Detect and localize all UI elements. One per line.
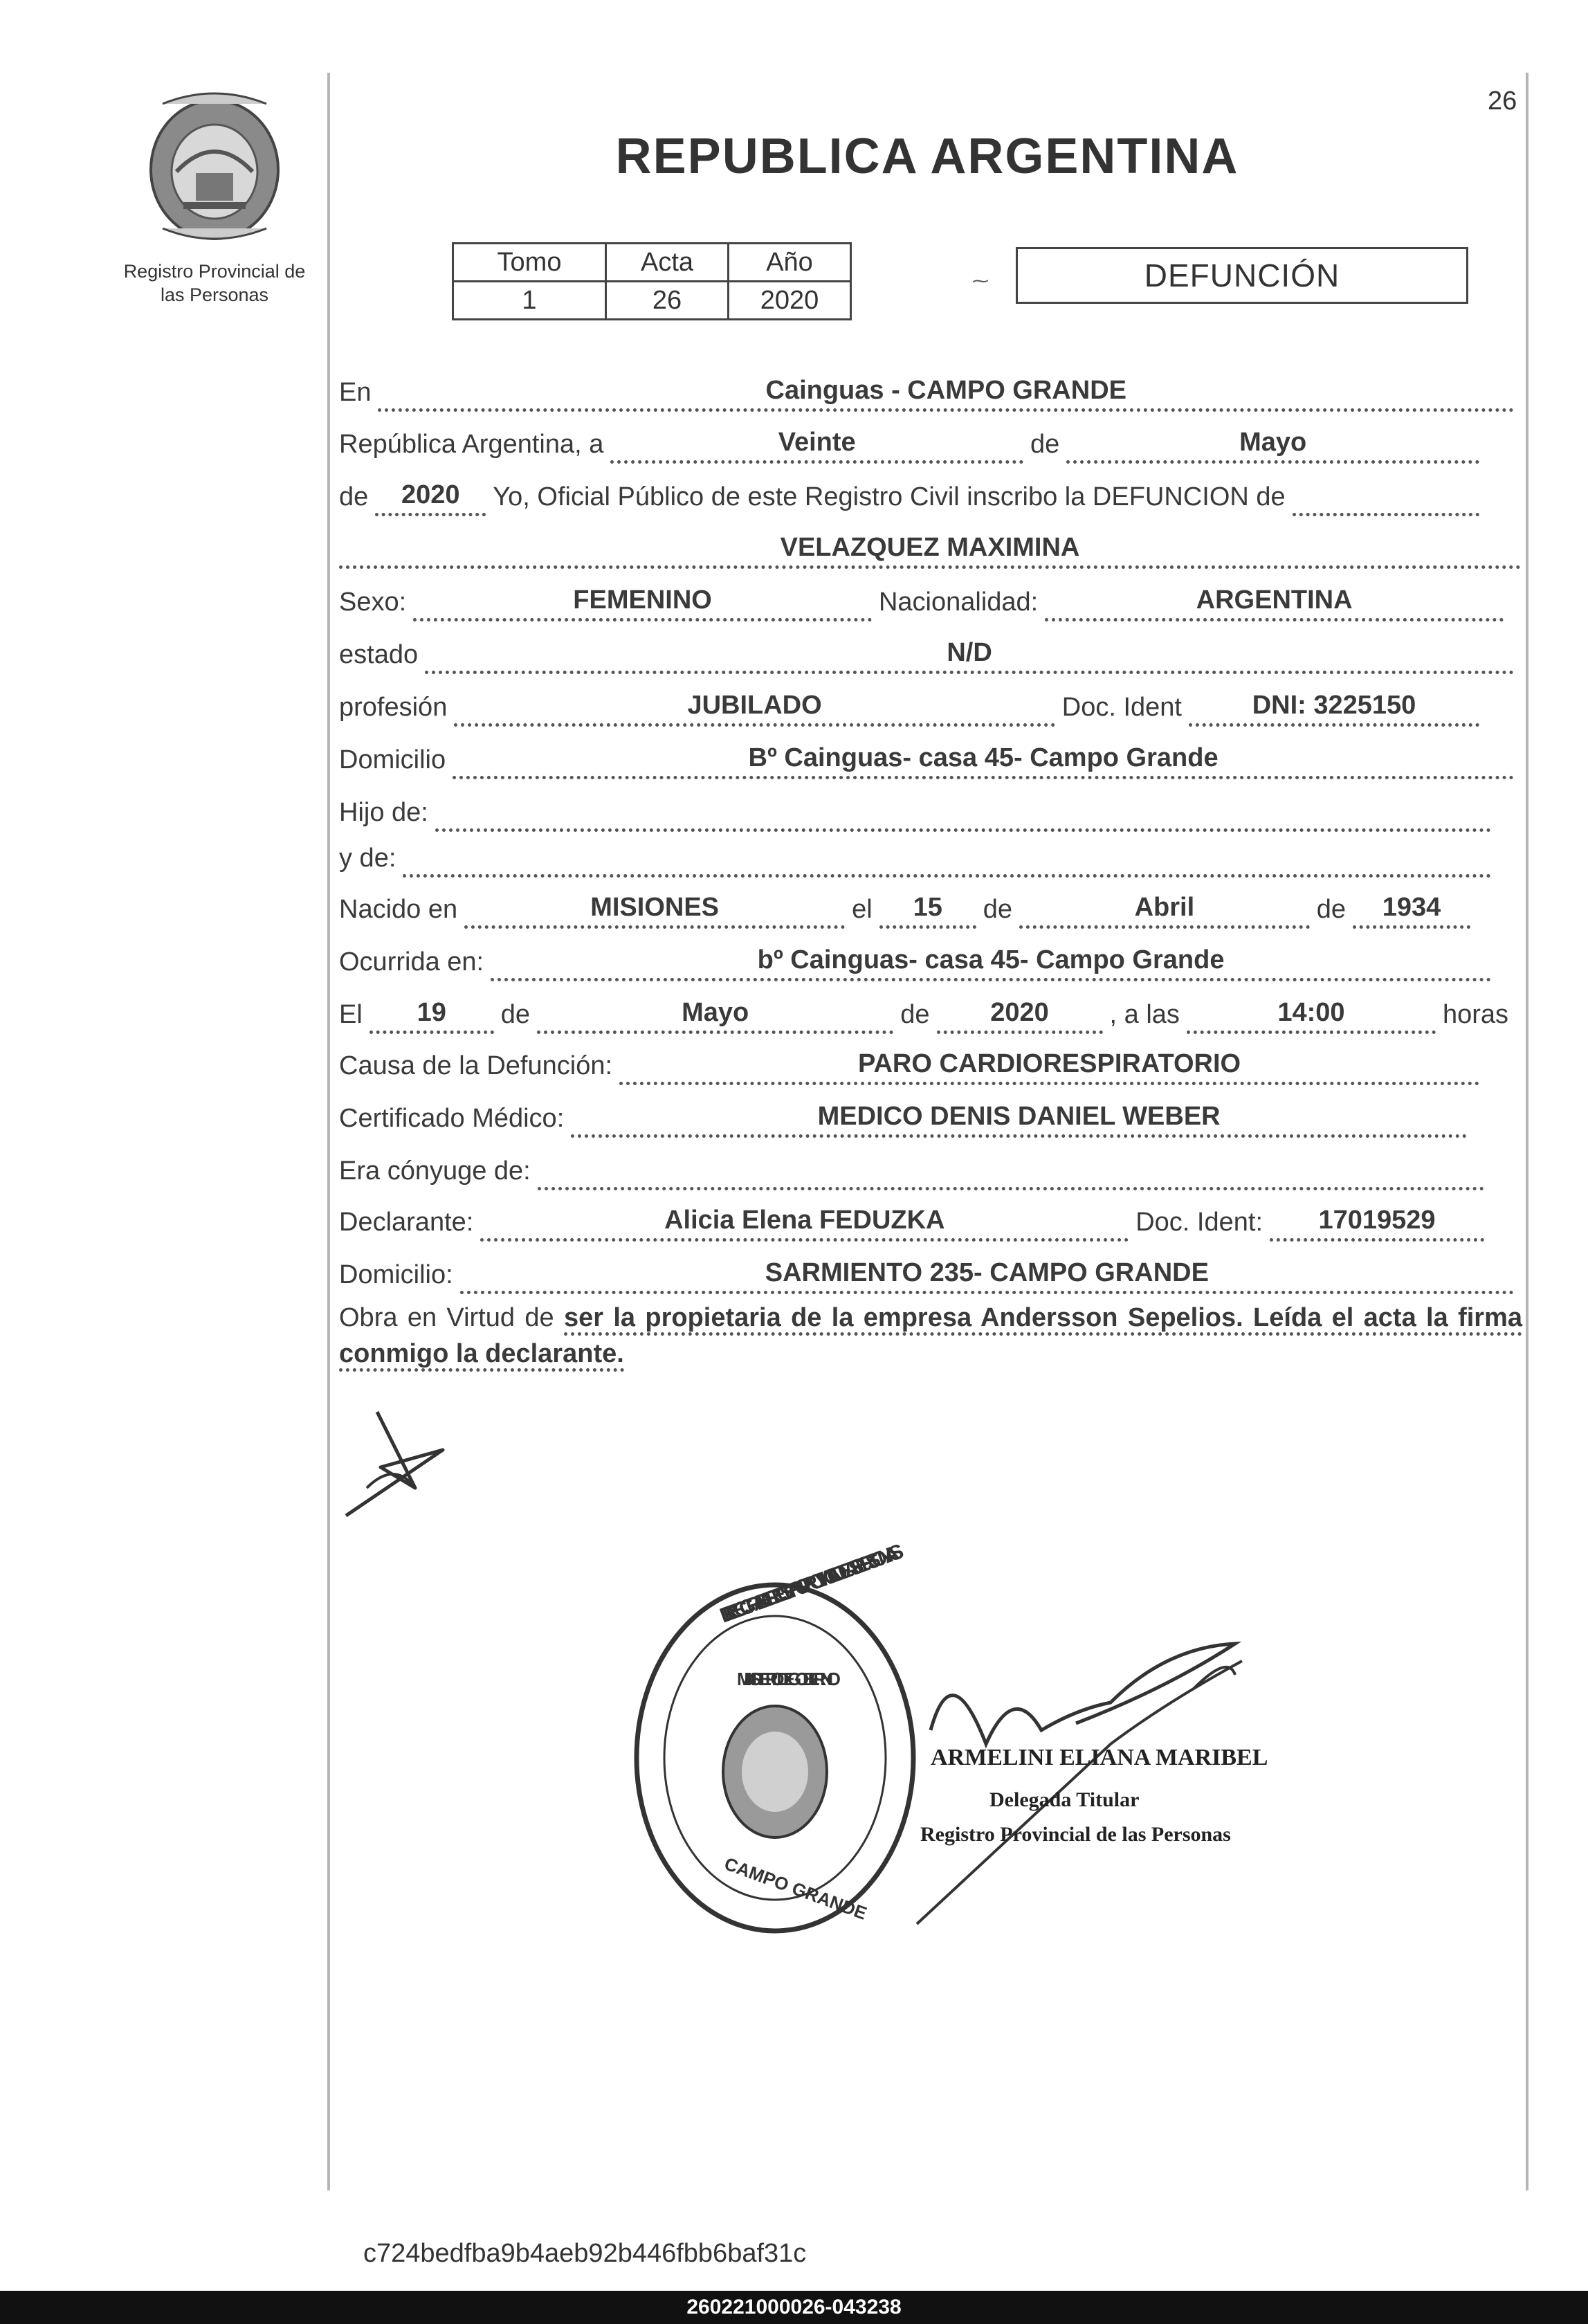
el-label-2: El	[339, 1000, 363, 1029]
profesion-label: profesión	[339, 693, 448, 722]
tomo-value: 1	[453, 282, 606, 320]
domicilio2-label: Domicilio:	[339, 1260, 453, 1289]
row-sexo	[339, 580, 1511, 621]
de-label: de	[1030, 430, 1060, 459]
de-label-2: de	[339, 482, 369, 511]
death-time: 14:00	[1187, 998, 1436, 1034]
en-value: Cainguas - CAMPO GRANDE	[378, 376, 1514, 412]
row-conyuge	[339, 1149, 1491, 1190]
acta-value: 26	[606, 282, 729, 320]
nacionalidad-label: Nacionalidad:	[878, 588, 1039, 617]
de-label-5: de	[500, 1000, 531, 1029]
domicilio-value: Bº Cainguas- casa 45- Campo Grande	[453, 743, 1514, 779]
province-seal	[142, 90, 287, 242]
nacido-month: Abril	[1019, 893, 1310, 929]
obra-label: Obra en Virtud de	[339, 1303, 554, 1332]
decl-doc-value: 17019529	[1270, 1206, 1484, 1242]
left-margin-line	[327, 73, 330, 2190]
anio-value: 2020	[729, 282, 851, 320]
row-domicilio	[339, 738, 1521, 779]
row-en	[339, 370, 1521, 412]
domicilio-label: Domicilio	[339, 745, 446, 774]
causa-label: Causa de la Defunción:	[339, 1051, 613, 1080]
official-title: Delegada Titular	[989, 1788, 1140, 1811]
deceased-name: VELAZQUEZ MAXIMINA	[339, 533, 1521, 569]
declarante-value: Alicia Elena FEDUZKA	[480, 1206, 1129, 1242]
ocurrida-value: bº Cainguas- casa 45- Campo Grande	[491, 945, 1491, 981]
year-value: 2020	[375, 480, 486, 516]
act-type-box: DEFUNCIÓN	[1016, 247, 1468, 304]
horas-label: horas	[1442, 1000, 1508, 1029]
official-org: Registro Provincial de las Personas	[920, 1823, 1231, 1846]
el-label: el	[852, 895, 873, 924]
profesion-value: JUBILADO	[454, 691, 1055, 727]
row-estado	[339, 633, 1521, 674]
nacido-day: 15	[879, 893, 976, 929]
en-label: En	[339, 378, 372, 407]
sexo-label: Sexo:	[339, 588, 407, 617]
row-y	[339, 836, 1498, 878]
hijo-label: Hijo de:	[339, 798, 428, 827]
nacido-year: 1934	[1353, 893, 1470, 929]
alas-label: , a las	[1109, 1000, 1180, 1029]
row-causa	[339, 1044, 1486, 1085]
certificado-label: Certificado Médico:	[339, 1104, 565, 1133]
de-label-4: de	[1316, 895, 1346, 924]
document-title: REPUBLICA ARGENTINA	[615, 129, 1239, 184]
decl-doc-label: Doc. Ident:	[1135, 1208, 1263, 1237]
registry-line-2: las Personas	[160, 284, 269, 305]
row-fecha-defuncion	[339, 992, 1508, 1034]
footer-code: 260221000026-043238	[0, 2291, 1588, 2324]
tomo-header: Tomo	[453, 244, 606, 282]
scan-mark: ⁓	[972, 272, 989, 291]
de-label-6: de	[900, 1000, 930, 1029]
year-trailing-line	[1293, 510, 1479, 516]
registry-line-1: Registro Provincial de	[123, 261, 306, 282]
official-stamp	[626, 1539, 1277, 1945]
day-value: Veinte	[610, 428, 1023, 464]
certificado-value: MEDICO DENIS DANIEL WEBER	[571, 1102, 1467, 1138]
y-label: y de:	[339, 844, 396, 873]
nacido-label: Nacido en	[339, 895, 458, 924]
row-name	[339, 527, 1521, 569]
hijo-value	[435, 826, 1491, 832]
nacido-value: MISIONES	[464, 893, 845, 929]
estado-value: N/D	[425, 638, 1514, 674]
row-domicilio-declarante	[339, 1253, 1521, 1294]
anio-header: Año	[729, 244, 851, 282]
page-number: 26	[1488, 87, 1517, 116]
document-hash: c724bedfba9b4aeb92b446fbb6baf31c	[363, 2239, 807, 2268]
nacionalidad-value: ARGENTINA	[1045, 585, 1504, 621]
declarante-label: Declarante:	[339, 1208, 474, 1237]
obra-value: ser la propietaria de la empresa Andersson Sepelios. Leída el acta la firma conmigo la declarante.	[339, 1303, 1522, 1372]
republica-label: República Argentina, a	[339, 430, 604, 459]
official-name: ARMELINI ELIANA MARIBEL	[931, 1745, 1268, 1770]
death-year: 2020	[937, 998, 1103, 1034]
death-month: Mayo	[537, 998, 893, 1034]
reference-table	[452, 242, 852, 320]
doc-value: DNI: 3225150	[1189, 691, 1479, 727]
row-hijo	[339, 790, 1498, 832]
row-date	[339, 422, 1486, 464]
stamp-inner-text: MINISTERIO DE GOBIERNO	[737, 1669, 841, 1689]
row-year	[339, 475, 1486, 516]
acta-header: Acta	[606, 244, 729, 282]
row-certificado	[339, 1096, 1474, 1138]
registry-caption	[104, 260, 325, 307]
domicilio2-value: SARMIENTO 235- CAMPO GRANDE	[460, 1258, 1514, 1294]
inscribo-text: Yo, Oficial Público de este Registro Civil inscribo la DEFUNCION de	[493, 482, 1286, 511]
sexo-value: FEMENINO	[413, 585, 872, 621]
causa-value: PARO CARDIORESPIRATORIO	[619, 1049, 1479, 1085]
stamp-ring-text: DIRECC. GRAL. DEL REGISTRO PROVINCIAL DE LAS PERSONAS	[717, 1539, 907, 1628]
row-declarante	[339, 1200, 1491, 1242]
de-label-3: de	[983, 895, 1012, 924]
estado-label: estado	[339, 640, 419, 669]
right-margin-line	[1526, 73, 1528, 2190]
month-value: Mayo	[1066, 428, 1479, 464]
death-day: 19	[369, 998, 494, 1034]
conyuge-value	[538, 1184, 1484, 1190]
obra-paragraph	[339, 1300, 1522, 1372]
declarant-signature	[339, 1398, 477, 1523]
doc-label: Doc. Ident	[1061, 693, 1182, 722]
ocurrida-label: Ocurrida en:	[339, 947, 484, 977]
conyuge-label: Era cónyuge de:	[339, 1156, 531, 1186]
row-nacido	[339, 887, 1477, 929]
row-ocurrida	[339, 940, 1498, 981]
y-value	[403, 871, 1491, 878]
row-profesion	[339, 685, 1486, 727]
stamp-bottom-text: CAMPO GRANDE	[721, 1853, 870, 1924]
